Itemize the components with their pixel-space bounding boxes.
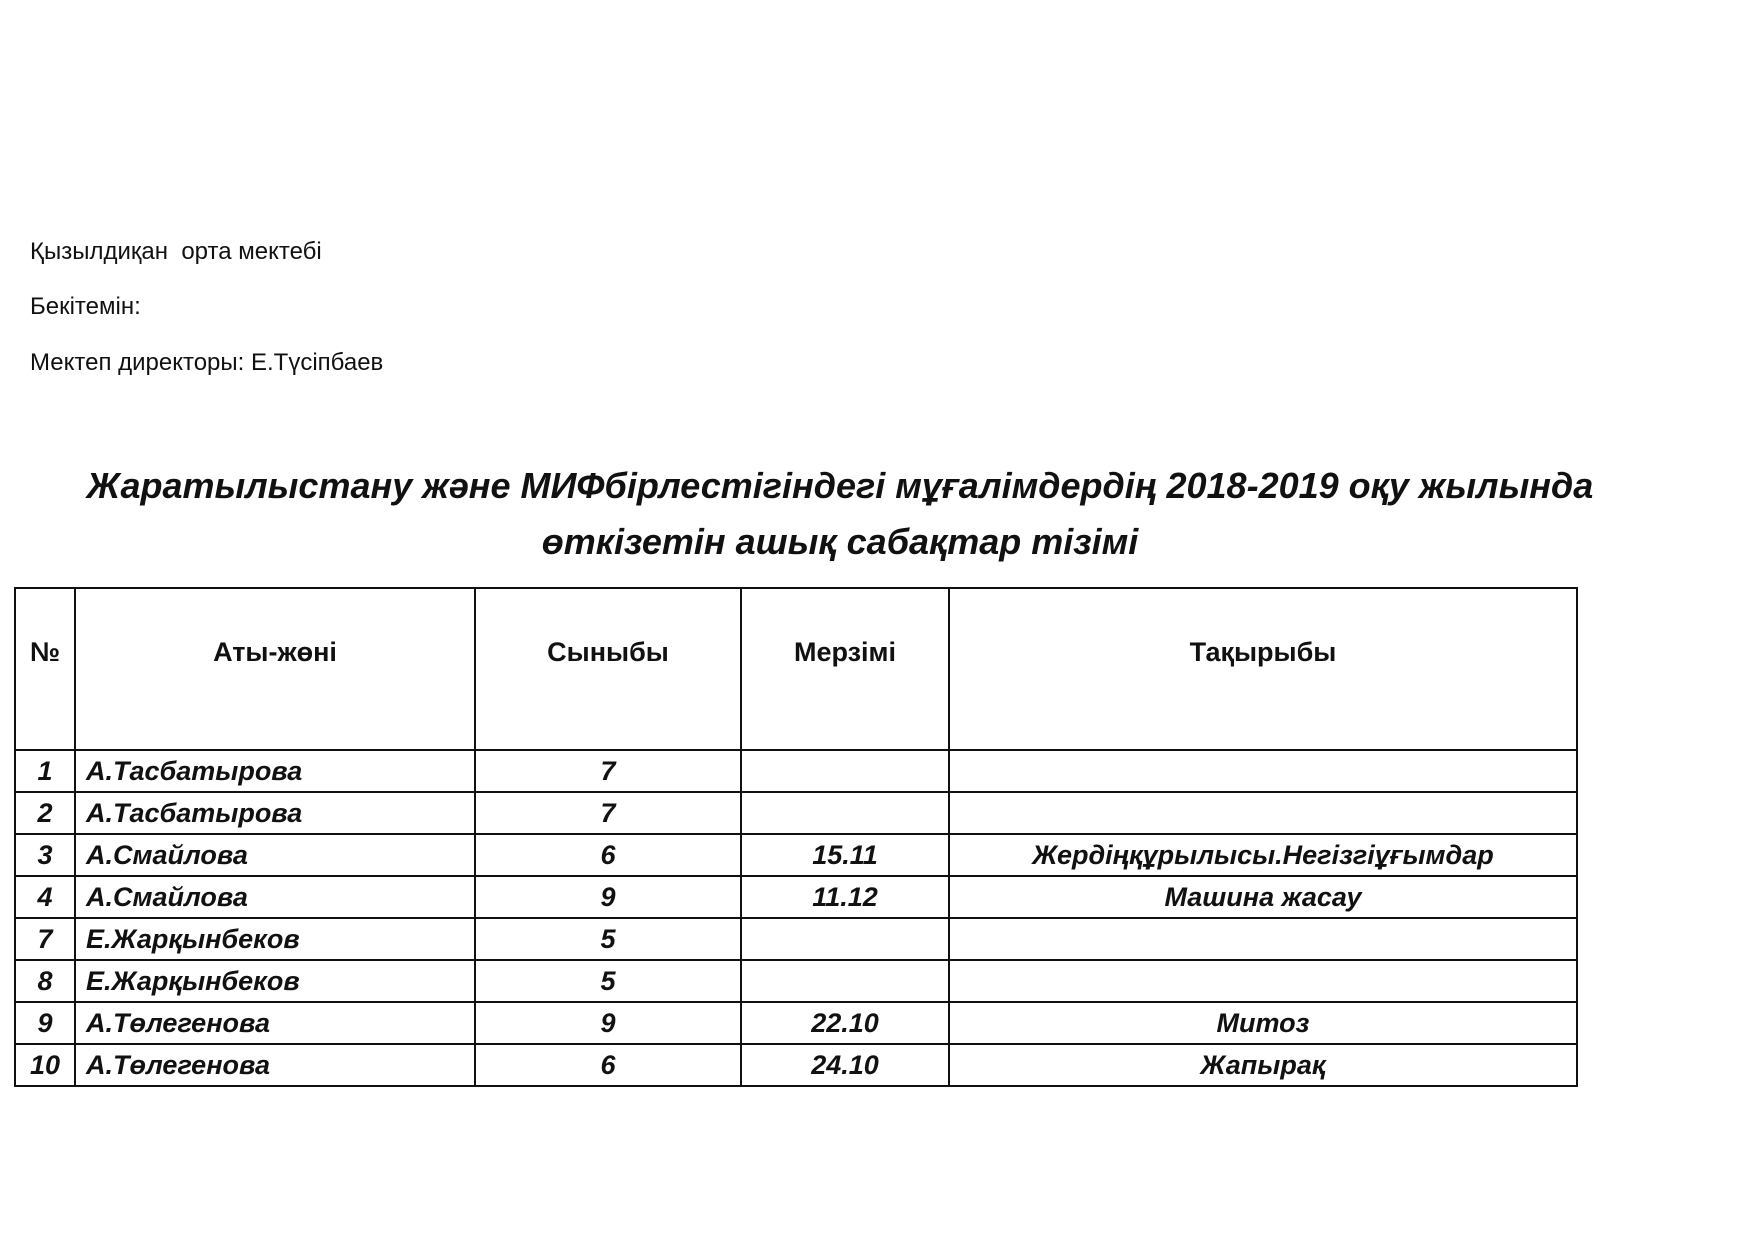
cell-topic: [949, 792, 1577, 834]
approve-label: Бекітемін:: [30, 293, 141, 320]
cell-name: А.Төлегенова: [75, 1044, 475, 1086]
cell-date: 15.11: [741, 834, 949, 876]
cell-topic: Машина жасау: [949, 876, 1577, 918]
header-class: Сыныбы: [475, 588, 741, 750]
cell-topic: [949, 960, 1577, 1002]
cell-no: 10: [15, 1044, 75, 1086]
school-name: Қызылдиқан орта мектебі: [30, 238, 322, 265]
table-row: [15, 750, 1577, 792]
header-no: №: [15, 588, 75, 750]
cell-no: 3: [15, 834, 75, 876]
cell-class: 9: [475, 876, 741, 918]
cell-no: 7: [15, 918, 75, 960]
cell-class: 9: [475, 1002, 741, 1044]
cell-name: А.Смайлова: [75, 834, 475, 876]
document-title-line-1: Жаратылыстану және МИФбірлестігіндегі мұғалімдердің 2018-2019 оқу жылында: [86, 465, 1594, 506]
cell-no: 9: [15, 1002, 75, 1044]
table-header-row: [15, 588, 1577, 750]
table-row: [15, 1044, 1577, 1086]
cell-class: 6: [475, 1044, 741, 1086]
cell-class: 7: [475, 792, 741, 834]
cell-no: 4: [15, 876, 75, 918]
cell-date: 24.10: [741, 1044, 949, 1086]
table-row: [15, 834, 1577, 876]
cell-name: Е.Жарқынбеков: [75, 918, 475, 960]
cell-topic: Митоз: [949, 1002, 1577, 1044]
header-topic: Тақырыбы: [949, 588, 1577, 750]
cell-date: 22.10: [741, 1002, 949, 1044]
cell-date: [741, 792, 949, 834]
cell-name: А.Смайлова: [75, 876, 475, 918]
table-row: [15, 1002, 1577, 1044]
cell-date: [741, 960, 949, 1002]
cell-topic: [949, 918, 1577, 960]
cell-topic: Жапырақ: [949, 1044, 1577, 1086]
cell-date: 11.12: [741, 876, 949, 918]
cell-name: А.Төлегенова: [75, 1002, 475, 1044]
cell-name: А.Тасбатырова: [75, 792, 475, 834]
cell-class: 5: [475, 960, 741, 1002]
cell-topic: Жердіңқұрылысы.Негізгіұғымдар: [949, 834, 1577, 876]
cell-no: 1: [15, 750, 75, 792]
cell-class: 7: [475, 750, 741, 792]
table-row: [15, 918, 1577, 960]
cell-name: Е.Жарқынбеков: [75, 960, 475, 1002]
cell-topic: [949, 750, 1577, 792]
table-row: [15, 960, 1577, 1002]
header-name: Аты-жөні: [75, 588, 475, 750]
cell-date: [741, 750, 949, 792]
cell-date: [741, 918, 949, 960]
cell-no: 8: [15, 960, 75, 1002]
cell-no: 2: [15, 792, 75, 834]
cell-class: 5: [475, 918, 741, 960]
header-date: Мерзімі: [741, 588, 949, 750]
cell-class: 6: [475, 834, 741, 876]
cell-name: А.Тасбатырова: [75, 750, 475, 792]
open-lessons-table: [14, 587, 1578, 1087]
table-row: [15, 876, 1577, 918]
director-line: Мектеп директоры: Е.Түсіпбаев: [30, 349, 384, 376]
document-title-line-2: өткізетін ашық сабақтар тізімі: [541, 521, 1139, 562]
table-row: [15, 792, 1577, 834]
